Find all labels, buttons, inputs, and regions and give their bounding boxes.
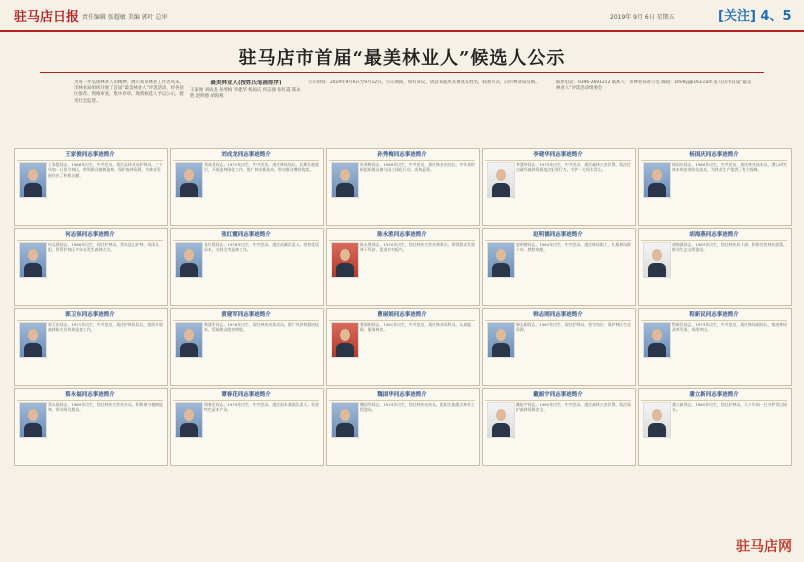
candidate-photo [331, 162, 359, 198]
photo-body [336, 263, 354, 277]
candidate-card-title: 蔡永福同志事迹简介 [17, 391, 163, 401]
candidate-card [482, 308, 636, 386]
photo-head [340, 329, 350, 341]
photo-body [180, 423, 198, 437]
candidate-card [14, 228, 168, 306]
candidate-card-title: 潘立新同志事迹简介 [641, 391, 787, 401]
candidate-list-title: 最美林业人(按姓氏笔画排序) [210, 80, 282, 86]
photo-body [24, 263, 42, 277]
candidate-card-title: 王家俊同志事迹简介 [17, 151, 163, 161]
candidate-photo [487, 242, 515, 278]
candidate-card [482, 388, 636, 466]
photo-body [492, 423, 510, 437]
candidate-card-title: 何志强同志事迹简介 [17, 231, 163, 241]
candidate-photo [19, 322, 47, 358]
photo-head [496, 249, 506, 261]
photo-body [180, 343, 198, 357]
candidate-card [326, 148, 480, 226]
candidate-bio: 曹丽娟同志，1981年出生，中共党员，现任林业局科员。认真履职，服务林农。 [360, 322, 472, 333]
photo-body [492, 263, 510, 277]
candidate-bio: 程新民同志，1973年出生，中共党员，现任林场副场长。推进林场改革发展，成绩突出。 [672, 322, 787, 333]
photo-head [340, 409, 350, 421]
photo-body [336, 183, 354, 197]
candidate-grid [14, 148, 790, 546]
photo-body [336, 423, 354, 437]
candidate-list-names: 王家俊 刘成龙 孙秀梅 李建华 杨国庆 何志强 张红霞 陈永胜 赵明德 胡海燕 [190, 88, 301, 100]
candidate-card-title: 杨国庆同志事迹简介 [641, 151, 787, 161]
candidate-card [170, 308, 324, 386]
candidate-card [482, 148, 636, 226]
masthead-info: 责任编辑 张超敏 美编 郭叶 总审 [82, 14, 168, 21]
candidate-photo [175, 242, 203, 278]
candidate-bio: 张红霞同志，1978年出生，中共党员，现任苗圃负责人。培育优质苗木，支持全市造林工作。 [204, 242, 319, 253]
candidate-bio: 胡海燕同志，1983年出生，现任林业局干部。积极宣传林业政策，推动生态文明建设。 [672, 242, 787, 253]
photo-body [648, 343, 666, 357]
candidate-card [326, 308, 480, 386]
candidate-photo [643, 162, 671, 198]
candidate-photo [643, 322, 671, 358]
photo-head [28, 409, 38, 421]
candidate-card-title: 戴振宇同志事迹简介 [485, 391, 631, 401]
candidate-photo [487, 322, 515, 358]
photo-head [652, 329, 662, 341]
masthead [0, 0, 804, 32]
photo-head [340, 249, 350, 261]
photo-body [648, 183, 666, 197]
candidate-card [638, 308, 792, 386]
candidate-photo [175, 322, 203, 358]
candidate-bio: 黄建军同志，1976年出生，现任林业站技术员。推广经济林栽培技术，帮助群众脱贫增收。 [204, 322, 319, 333]
photo-body [24, 183, 42, 197]
candidate-bio: 孙秀梅同志，1969年出生，中共党员，现任林业站站长。多年来积极组织群众参与国土绿化行动，成效显著。 [360, 162, 475, 173]
site-watermark: 驻马店网 [736, 539, 792, 555]
candidate-card [326, 228, 480, 306]
candidate-bio: 李建华同志，1975年出生，中共党员，现任森林公安民警。依法打击破坏森林资源违法犯罪行为，守护一方绿水青山。 [516, 162, 631, 173]
candidate-card-title: 陈永胜同志事迹简介 [329, 231, 475, 241]
candidate-bio: 杨国庆同志，1980年出生，中共党员，现任林业技术员。潜心研究林木病虫害防治技术，为林业生产提供了有力保障。 [672, 162, 787, 173]
candidate-photo [331, 402, 359, 438]
candidate-card-title: 张红霞同志事迹简介 [173, 231, 319, 241]
photo-head [184, 409, 194, 421]
candidate-list [190, 80, 302, 138]
candidate-photo [643, 242, 671, 278]
photo-body [648, 423, 666, 437]
photo-head [496, 409, 506, 421]
candidate-card-title: 孙秀梅同志事迹简介 [329, 151, 475, 161]
photo-head [496, 329, 506, 341]
photo-head [184, 249, 194, 261]
masthead-date: 2019年 9月 6日 星期五 [610, 14, 675, 21]
candidate-bio: 潘立新同志，1965年出生，现任护林员。几十年如一日守护青山绿水。 [672, 402, 787, 413]
intro-text-4: 联系电话：0396-2691212 联系人：市林业局办公室 邮箱：zmdlyj@163.com 驻马店市首届“最美林业人”评选活动组委会 [556, 80, 752, 92]
photo-head [28, 249, 38, 261]
section-label: [关注] 4、5 [718, 9, 792, 24]
candidate-photo [175, 402, 203, 438]
candidate-card-title: 郭卫东同志事迹简介 [17, 311, 163, 321]
candidate-photo [331, 242, 359, 278]
candidate-card [14, 148, 168, 226]
photo-head [28, 329, 38, 341]
candidate-card [170, 148, 324, 226]
candidate-photo [643, 402, 671, 438]
candidate-photo [19, 242, 47, 278]
candidate-card [638, 228, 792, 306]
candidate-card [170, 388, 324, 466]
photo-head [184, 169, 194, 181]
candidate-card-title: 胡海燕同志事迹简介 [641, 231, 787, 241]
photo-body [24, 423, 42, 437]
candidate-card-title: 程新民同志事迹简介 [641, 311, 787, 321]
intro-text-1: 为进一步弘扬林业人的精神，展示我市林业工作者风采，市林业局组织开展了首届“最美林业人”评选活动，经各县区推荐、资格审查、集中评审，现将候选人予以公示，接受社会监督。 [74, 80, 184, 104]
title-divider [40, 72, 764, 73]
candidate-bio: 郭卫东同志，1971年出生，中共党员，现任护林队队长。组织开展森林防火宣传和巡查工作。 [48, 322, 163, 333]
photo-body [180, 263, 198, 277]
candidate-card-title: 李建华同志事迹简介 [485, 151, 631, 161]
candidate-card-title: 刘成龙同志事迹简介 [173, 151, 319, 161]
candidate-bio: 王家俊同志，1966年出生，中共党员，现任县林业局护林员。三十年如一日坚守林区，带领群众植树造林，保护森林资源，为林业发展作出了积极贡献。 [48, 162, 163, 178]
candidate-card-title: 韩志刚同志事迹简介 [485, 311, 631, 321]
candidate-card-title: 谭春花同志事迹简介 [173, 391, 319, 401]
photo-head [340, 169, 350, 181]
candidate-bio: 何志强同志，1968年出生，现任护林员。常年巡山护林，风雨无阻，所管护林区多年未发生森林火灾。 [48, 242, 160, 253]
candidate-bio: 刘成龙同志，1972年出生，中共党员，现任林场场长。长期扎根基层，开展造林绿化工作，推广林业新技术，带动群众增收致富。 [204, 162, 319, 173]
candidate-photo [19, 402, 47, 438]
photo-head [184, 329, 194, 341]
candidate-card [482, 228, 636, 306]
candidate-photo [331, 322, 359, 358]
candidate-photo [487, 402, 515, 438]
photo-head [28, 169, 38, 181]
candidate-card [170, 228, 324, 306]
candidate-photo [487, 162, 515, 198]
candidate-card-title: 赵明德同志事迹简介 [485, 231, 631, 241]
candidate-card [638, 148, 792, 226]
page-title: 驻马店市首届“最美林业人”候选人公示 [238, 48, 566, 69]
candidate-card [14, 388, 168, 466]
candidate-bio: 赵明德同志，1964年出生，中共党员，现任林场职工。扎根林场数十年，默默奉献。 [516, 242, 631, 253]
photo-body [180, 183, 198, 197]
photo-body [336, 343, 354, 357]
photo-body [492, 343, 510, 357]
photo-head [652, 409, 662, 421]
intro-text-3: 公示时间：2019年9月6日至9月12日。公示期间，如有异议，请以书面形式署真实姓名、联系方式，向市林业局反映。 [308, 80, 540, 85]
candidate-bio: 谭春花同志，1979年出生，中共党员，现任苗木基地负责人。发展特色苗木产业。 [204, 402, 319, 413]
candidate-photo [19, 162, 47, 198]
candidate-card [326, 388, 480, 466]
photo-head [652, 249, 662, 261]
candidate-bio: 陈永胜同志，1970年出生，现任林业合作社理事长。带领群众发展林下经济，促进乡村振兴。 [360, 242, 475, 253]
candidate-card-title: 曹丽娟同志事迹简介 [329, 311, 475, 321]
photo-head [652, 169, 662, 181]
candidate-card-title: 黄建军同志事迹简介 [173, 311, 319, 321]
photo-head [496, 169, 506, 181]
candidate-bio: 韩志刚同志，1967年出生，现任护林员。坚守岗位，保护林区生态资源。 [516, 322, 631, 333]
photo-body [24, 343, 42, 357]
candidate-bio: 魏国华同志，1974年出生，现任林业站站长。组织实施重点林业工程建设。 [360, 402, 475, 413]
candidate-photo [175, 162, 203, 198]
candidate-bio: 戴振宇同志，1985年出生，中共党员，现任森林公安民警。依法保护森林资源安全。 [516, 402, 631, 413]
newspaper-logo: 驻马店日报 [14, 10, 80, 25]
photo-body [492, 183, 510, 197]
candidate-card-title: 魏国华同志事迹简介 [329, 391, 475, 401]
candidate-card [638, 388, 792, 466]
candidate-bio: 蔡永福同志，1969年出生，现任林业合作社社员。积极参与植树造林，带动周边群众。 [48, 402, 163, 413]
candidate-card [14, 308, 168, 386]
photo-body [648, 263, 666, 277]
